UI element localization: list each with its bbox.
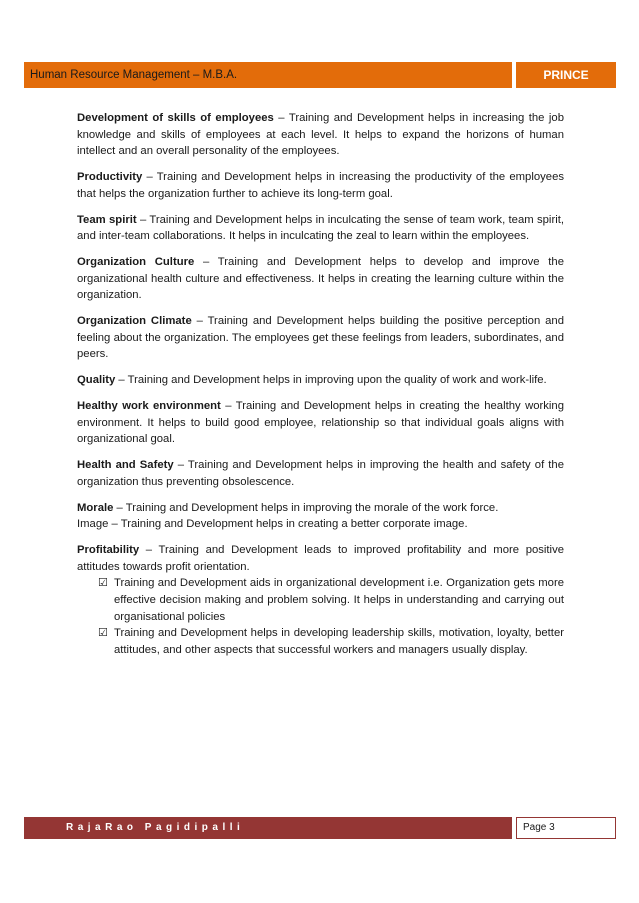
paragraph-term: Organization Climate [77,315,192,328]
checkbox-checked-icon: ☑ [98,576,108,590]
footer-author: RajaRao Pagidipalli [24,817,512,839]
paragraph-term: Development of skills of employees [77,112,274,124]
paragraph-morale [77,500,564,517]
paragraph-image [77,516,564,533]
page-header [24,62,616,88]
paragraph-text: – Training and Development helps in improving upon the quality of work and work-life. [115,374,547,387]
paragraph-team-spirit [77,212,564,245]
document-body [77,110,564,658]
paragraph-profitability [77,542,564,575]
paragraph-term: Organization Culture [77,256,195,269]
paragraph-text: Image – Training and Development helps in creating a better corporate image. [77,518,468,531]
paragraph-term: Healthy work environment [77,400,221,413]
checklist [77,575,564,658]
paragraph-development-of-skills [77,110,564,160]
page-footer [24,817,616,839]
header-author-tag: PRINCE [516,62,616,88]
paragraph-text: – Training and Development helps in increasing the productivity of the employees that helps the organization further to achieve its long-term goal. [77,171,564,200]
checklist-item [77,575,564,625]
paragraph-text: – Training and Development helps in creating the healthy working environment. It helps to build good employee, relationship so that individual goals aligns with organizational goal. [77,400,564,446]
header-title: Human Resource Management – M.B.A. [24,62,512,88]
paragraph-text: – Training and Development leads to improved profitability and more positive attitudes towards profit orientation. [77,544,564,573]
checkbox-checked-icon: ☑ [98,626,108,640]
paragraph-text: – Training and Development helps in improving the morale of the work force. [113,501,499,514]
paragraph-productivity [77,169,564,202]
paragraph-organization-culture [77,254,564,304]
paragraph-organization-climate [77,313,564,363]
paragraph-text: – Training and Development helps building the positive perception and feeling about the organization. The employees get these feelings from leaders, subordinates, and peers. [77,315,564,361]
paragraph-healthy-work-environment [77,398,564,448]
paragraph-term: Morale [77,501,114,514]
paragraph-text: – Training and Development helps to develop and improve the organizational health culture and effectiveness. It helps in creating the learning culture within the organization. [77,256,564,302]
paragraph-text: – Training and Development helps in inculcating the sense of team work, team spirit, and inter-team collaborations. It helps in inculcating the zeal to learn within the employees. [77,213,564,243]
paragraph-quality [77,372,564,389]
paragraph-text: – Training and Development helps in increasing the job knowledge and skills of employees at each level. It helps to expand the horizons of human intellect and an overall personality of the employees. [77,112,565,158]
paragraph-term: Quality [77,374,116,387]
paragraph-term: Productivity [77,171,143,184]
paragraph-term: Profitability [77,544,140,557]
checklist-item [77,625,564,658]
paragraph-text: – Training and Development helps in improving the health and safety of the organization thus preventing obsolescence. [77,459,564,488]
checklist-item-text: Training and Development helps in developing leadership skills, motivation, loyalty, better attitudes, and other aspects that successful workers and managers usually display. [114,627,564,656]
paragraph-term: Team spirit [77,213,137,226]
checklist-item-text: Training and Development aids in organizational development i.e. Organization gets more effective decision making and problem solving. It helps in understanding and carrying out organisational policies [114,577,564,623]
page-number: Page 3 [516,817,616,839]
paragraph-health-and-safety [77,457,564,490]
paragraph-term: Health and Safety [77,459,174,472]
